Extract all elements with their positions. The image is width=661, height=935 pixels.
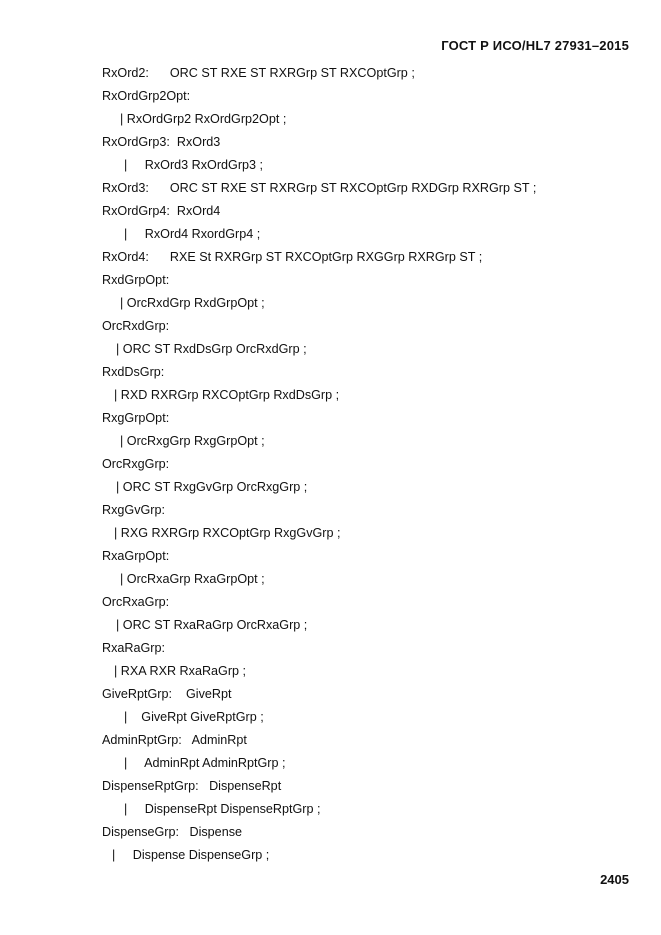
grammar-rule-line: RxOrd2: ORC ST RXE ST RXRGrp ST RXCOptGrp ; [102, 66, 415, 80]
grammar-alternative-line: | OrcRxgGrp RxgGrpOpt ; [120, 434, 265, 448]
grammar-alternative-line: | RxOrd4 RxordGrp4 ; [124, 227, 261, 241]
grammar-listing [102, 62, 632, 867]
grammar-rule-line: RxOrd4: RXE St RXRGrp ST RXCOptGrp RXGGrp RXRGrp ST ; [102, 250, 483, 264]
grammar-rule-line: RxOrdGrp2Opt: [102, 89, 191, 103]
grammar-rule-line: DispenseRptGrp: DispenseRpt [102, 779, 282, 793]
grammar-rule-line: RxgGvGrp: [102, 503, 165, 517]
page-number: 2405 [600, 872, 629, 887]
grammar-rule-line: RxOrdGrp4: RxOrd4 [102, 204, 221, 218]
grammar-rule-line: GiveRptGrp: GiveRpt [102, 687, 232, 701]
grammar-alternative-line: | OrcRxaGrp RxaGrpOpt ; [120, 572, 265, 586]
grammar-alternative-line: | RxOrd3 RxOrdGrp3 ; [124, 158, 264, 172]
grammar-alternative-line: | ORC ST RxaRaGrp OrcRxaGrp ; [116, 618, 308, 632]
grammar-alternative-line: | ORC ST RxgGvGrp OrcRxgGrp ; [116, 480, 308, 494]
grammar-rule-line: OrcRxgGrp: [102, 457, 170, 471]
grammar-rule-line: RxgGrpOpt: [102, 411, 170, 425]
grammar-alternative-line: | RXG RXRGrp RXCOptGrp RxgGvGrp ; [114, 526, 341, 540]
grammar-rule-line: OrcRxdGrp: [102, 319, 170, 333]
grammar-rule-line: RxdDsGrp: [102, 365, 165, 379]
grammar-rule-line: RxaGrpOpt: [102, 549, 170, 563]
document-header: ГОСТ Р ИСО/HL7 27931–2015 [441, 38, 629, 53]
grammar-alternative-line: | RXD RXRGrp RXCOptGrp RxdDsGrp ; [114, 388, 340, 402]
grammar-rule-line: OrcRxaGrp: [102, 595, 170, 609]
grammar-alternative-line: | Dispense DispenseGrp ; [112, 848, 270, 862]
grammar-rule-line: RxOrd3: ORC ST RXE ST RXRGrp ST RXCOptGrp RXDGrp RXRGrp ST ; [102, 181, 537, 195]
grammar-alternative-line: | RxOrdGrp2 RxOrdGrp2Opt ; [120, 112, 287, 126]
grammar-alternative-line: | ORC ST RxdDsGrp OrcRxdGrp ; [116, 342, 307, 356]
grammar-alternative-line: | RXA RXR RxaRaGrp ; [114, 664, 247, 678]
grammar-alternative-line: | DispenseRpt DispenseRptGrp ; [124, 802, 321, 816]
grammar-alternative-line: | AdminRpt AdminRptGrp ; [124, 756, 286, 770]
grammar-rule-line: RxaRaGrp: [102, 641, 165, 655]
grammar-alternative-line: | OrcRxdGrp RxdGrpOpt ; [120, 296, 265, 310]
grammar-rule-line: RxOrdGrp3: RxOrd3 [102, 135, 221, 149]
grammar-rule-line: DispenseGrp: Dispense [102, 825, 242, 839]
grammar-alternative-line: | GiveRpt GiveRptGrp ; [124, 710, 264, 724]
grammar-rule-line: AdminRptGrp: AdminRpt [102, 733, 247, 747]
grammar-rule-line: RxdGrpOpt: [102, 273, 170, 287]
